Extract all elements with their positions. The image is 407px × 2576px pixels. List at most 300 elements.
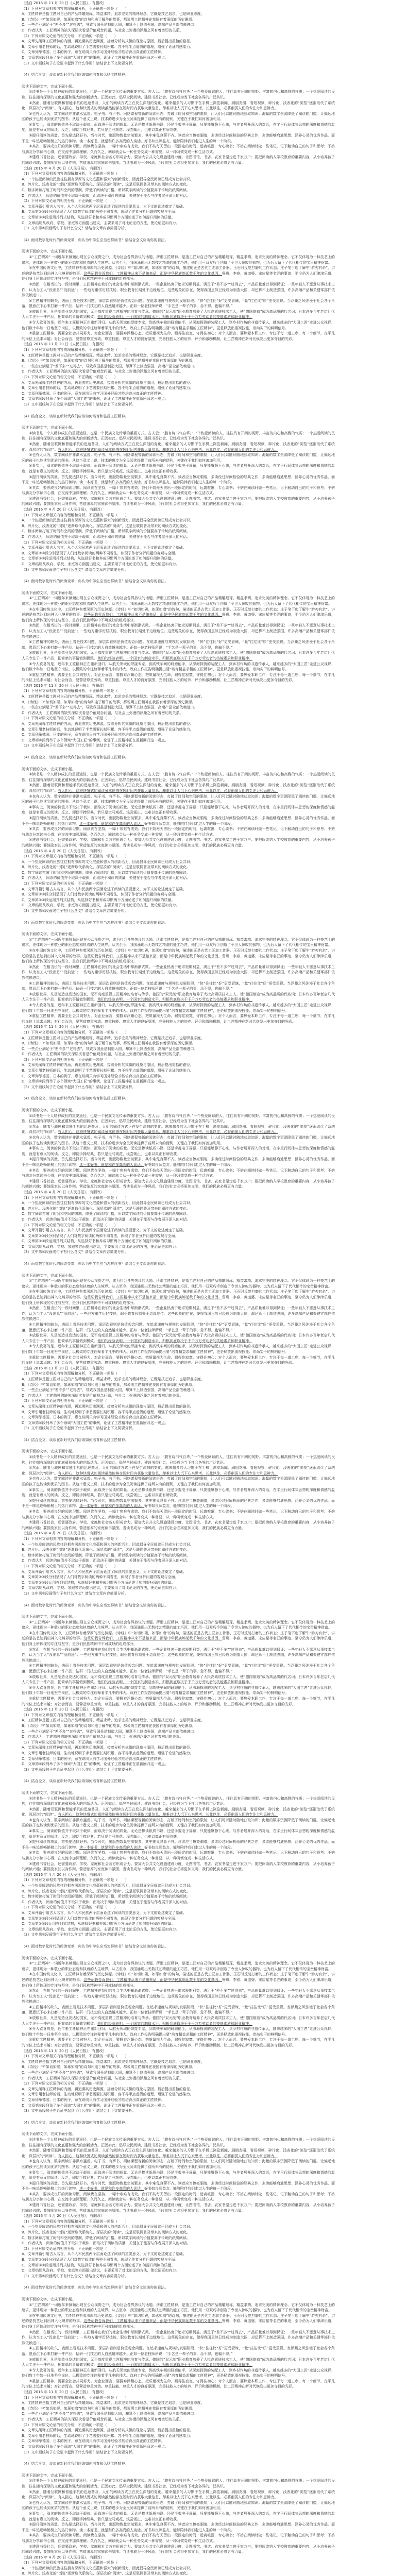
question-option: D．作者认为，阅读的价值并不取决于载体，而取决于阅读的质量，关键在于能否与作者展开深入的对话。 bbox=[22, 876, 191, 880]
question-stem: （2）下列对原文论证的相关分析，不正确的一项是（ ） bbox=[22, 1564, 118, 1568]
passage-paragraph: ④工匠精神的缺失，表面上看是技术问题，深层次看则是价值观念问题。在追求速度与规模的发展阶段，“快”往往比“好”更受青睐，“量”往往比“质”更受重视。当浮躁之风弥漫于社会各个角落，愿意沉下心来打磨一件产品、钻研一门技艺的人自然越来越少。正如一位老技师所说：“手艺是一辈子的事，急不得，也骗不得。” bbox=[22, 2346, 335, 2356]
passage-paragraph: ①“工匠精神”一词近年来频频出现在公众视野之中，成为社会各界热议的话题。所谓工匠精神，是指工匠对自己的产品精雕细琢、精益求精、追求完美的精神理念。它不仅体现为一种技艺上的追求，更体现为一种敬业的职业态度和执着的人生境界。从古至今，我国涌现出无数技艺精湛的能工巧匠，他们用一双双巧手创造了令世人惊叹的器物，也为后人留下了代代相传的宝贵精神财富。 bbox=[22, 596, 335, 606]
paragraph-text: 鲁班、李春、黄道婆、宋应星等名匠的事迹，至今仍为人们津津乐道，他们身上所体现的专注与坚守，是我们民族精神中不可或缺的组成部分。 bbox=[22, 954, 335, 964]
source-note: （选自 2016 年 11 月 20 日《人民日报》，有删改） bbox=[22, 1, 107, 5]
underlined-sentence: 读一本好书，就是和许多高尚的人谈话。 bbox=[79, 1845, 144, 1850]
question-option: D．作者认为，工匠精神的缺失深层次看是价值观念问题，与社会上弥漫的浮躁之风有着密切的关系。 bbox=[22, 2076, 183, 2080]
reading-instruction: 阅读下面的文字，完成下面小题。 bbox=[22, 1449, 76, 1454]
question-stem: （1）下列对文章相关内容的理解和分析，不正确的一项是（ ） bbox=[22, 513, 129, 517]
paragraph-text: ⑤放眼世界，凡是制造业发达的国家，无不高度重视工匠精神的培育与传承。德国的“双元制”职业教育培养了大批高素质技术工人，使“德国制造”成为高品质的代名词；日本许多百年老店几代人只专注于一件产品，把简单的事情做到极致。 bbox=[22, 651, 335, 660]
passage-paragraph: ①“工匠精神”一词近年来频频出现在公众视野之中，成为社会各界热议的话题。所谓工匠精神，是指工匠对自己的产品精雕细琢、精益求精、追求完美的精神理念。它不仅体现为一种技艺上的追求，更体现为一种敬业的职业态度和执着的人生境界。从古至今，我国涌现出无数技艺精湛的能工巧匠，他们用一双双巧手创造了令世人惊叹的器物，也为后人留下了代代相传的宝贵精神财富。 bbox=[22, 1961, 335, 1971]
question-option: D．作者认为，阅读的价值并不取决于载体，而取决于阅读的质量，关键在于能否与作者展开深入的对话。 bbox=[22, 535, 191, 539]
passage-paragraph: ③也有人认为，数字阅读并非洪水猛兽。电子书、有声书、网络课程等新的阅读形态，打破了时间和空间的限制，让人们可以随时随地获取知识；海量的数字资源降低了阅读的门槛，让偏远地区的孩子也能读到优质的图书。从这个意义上说，技术的进步为全民阅读提供了前所未有的便利，关键在于我们如何善加利用。 bbox=[22, 111, 335, 122]
reading-instruction: 阅读下面的文字，完成下面小题。 bbox=[22, 249, 76, 254]
passage-paragraph bbox=[22, 1972, 335, 1988]
question-stem: （4）面对数字化时代的阅读变革，你认为中学生应当怎样读书？请结合全文谈谈你的看法。 bbox=[22, 1603, 168, 1607]
passage-paragraph bbox=[22, 2357, 335, 2368]
question-option: B．碎片化、浅表化的“浏览”逐渐取代系统化、深层次的“阅读”，这是互联网普及带来的阅读方式的变化。 bbox=[22, 2230, 191, 2235]
question-option: A．一个热爱阅读的民族往往拥有深厚的文化底蕴和强大的创新活力，因此倡导全民阅读已经成为社会共识。 bbox=[22, 1884, 194, 1888]
underlined-sentence: 这些记载告诉我们，工匠精神从来不是舶来品，而是中华民族绵延数千年的文化基因。 bbox=[83, 1636, 222, 1641]
question-option: A．工匠精神是指工匠对自己的产品精雕细琢、精益求精、追求完美的精神理念，它既是技艺追求，也是职业态度。 bbox=[22, 1036, 205, 1040]
passage-paragraph bbox=[22, 474, 335, 485]
passage-paragraph: ③也有人认为，数字阅读并非洪水猛兽。电子书、有声书、网络课程等新的阅读形态，打破了时间和空间的限制，让人们可以随时随地获取知识；海量的数字资源降低了阅读的门槛，让偏远地区的孩子也能读到优质的图书。从这个意义上说，技术的进步为全民阅读提供了前所未有的便利，关键在于我们如何善加利用。 bbox=[22, 1477, 335, 1487]
question-option: B．《诗经》中“如切如磋，如琢如磨”的诗句和庖丁解牛的故事，都说明工匠精神在我国有着深厚的历史渊源。 bbox=[22, 1382, 196, 1387]
question-option: C．一些企业满足于“差不多”“过得去”，导致我国虽是制造大国，却算不上制造强国，高端产品全部依赖进口。 bbox=[22, 705, 198, 710]
paragraph-text: ⑤放眼世界，凡是制造业发达的国家，无不高度重视工匠精神的培育与传承。德国的“双元制”职业教育培养了大批高素质技术工人，使“德国制造”成为高品质的代名词；日本许多百年老店几代人只专注于一件产品，把简单的事情做到极致。 bbox=[22, 1333, 335, 1343]
question-stem: （3）文中第⑤段画线句子有什么含义？请结合文章内容简要分析。 bbox=[22, 2274, 128, 2278]
question-option: B．文章引用老技师的话，生动地说明了手艺需要长期积累、容不得半点虚假的道理，增强了论证的感染力。 bbox=[22, 1751, 194, 1755]
question-option: D．作者认为，工匠精神的缺失深层次看是价值观念问题，与社会上弥漫的浮躁之风有着密切的关系。 bbox=[22, 2417, 183, 2422]
passage-paragraph bbox=[22, 100, 335, 111]
question-option: B．碎片化、浅表化的“浏览”逐渐取代系统化、深层次的“阅读”，这是互联网普及带来的阅读方式的变化。 bbox=[22, 2571, 191, 2576]
source-note: （选自 2016 年 11 月 20 日《人民日报》，有删改） bbox=[22, 1025, 107, 1029]
source-note: （选自 2016 年 4 月 20 日《人民日报》，有删改） bbox=[22, 2555, 105, 2560]
question-option: C．一些企业满足于“差不多”“过得去”，导致我国虽是制造大国，却算不上制造强国，高端产品全部依赖进口。 bbox=[22, 23, 198, 27]
question-option: C．文章第⑤⑥段运用并列式结构，从选择好书和养成习惯两个方面论述了如何提升阅读的质量。 bbox=[22, 556, 175, 561]
question-option: D．文章第⑥段列举了多个领域“大国工匠”的事例，论证了工匠精神正在重新回归这一观点。 bbox=[22, 2103, 168, 2108]
underlined-sentence: 这些记载告诉我们，工匠精神从来不是舶来品，而是中华民族绵延数千年的文化基因。 bbox=[83, 954, 222, 958]
passage-paragraph: ⑦重拾工匠精神，需要全社会共同努力。对企业而言，要摒弃浮躁心态，把质量视为生命，耐得住寂寞，守得住初心；对个人而言，要热爱本职工作，专注于每一道工序、每一个细节，在平凡的岗位上追求卓越；对社会而言，要营造尊重劳动、尊重技能、尊重人才的良好氛围，完善技能人才的培养、评价和激励机制，让工匠精神在新时代焕发出更加夺目的光彩。 bbox=[22, 1014, 335, 1024]
question-option: C．文章列举德国、日本的例子，意在说明只有学习国外经验才能培育出真正的工匠精神。 bbox=[22, 391, 165, 396]
underlined-sentence: 读一本好书，就是和许多高尚的人谈话。 bbox=[79, 821, 144, 826]
question-option: A．文章先阐释工匠精神的内涵，再追溯其历史渊源，接着分析其式微的现象与原因，最后提出重拾的路径。 bbox=[22, 1063, 194, 1067]
question-stem: （1）下列对文章相关内容的理解和分析，不正确的一项是（ ） bbox=[22, 689, 129, 693]
question-option: A．文章开篇引用古人名言，从个人和民族两个层面论述了阅读的重要意义，为下文的论述奠定了基础。 bbox=[22, 887, 186, 891]
question-option: D．作者认为，工匠精神的缺失深层次看是价值观念问题，与社会上弥漫的浮躁之风有着密切的关系。 bbox=[22, 1735, 183, 1739]
paragraph-text: ②然而，随着互联网和智能手机的迅速普及，人们的阅读方式正在发生深刻的变化。越来越多的人习惯于在手机上浏览新闻、刷朋友圈、看短视频，碎片化、浅表化的“浏览”逐渐取代了系统化、深层次的“阅读”。 bbox=[22, 1466, 335, 1476]
exam-document bbox=[22, 0, 335, 2576]
reading-instruction: 阅读下面的文字，完成下面小题。 bbox=[22, 1615, 76, 1619]
source-note: （选自 2016 年 4 月 20 日《人民日报》，有删改） bbox=[22, 849, 105, 853]
question-option: A．文章先阐释工匠精神的内涵，再追溯其历史渊源，接着分析其式微的现象与原因，最后提出重拾的路径。 bbox=[22, 380, 194, 385]
question-stem: （4）结合全文，谈谈在新时代我们应该如何培育和弘扬工匠精神。 bbox=[22, 73, 129, 77]
question-stem: （4）面对数字化时代的阅读变革，你认为中学生应当怎样读书？请结合全文谈谈你的看法。 bbox=[22, 920, 168, 925]
question-option: C．文章第⑤⑥段运用并列式结构，从选择好书和养成习惯两个方面论述了如何提升阅读的质量。 bbox=[22, 1580, 175, 1585]
passage-paragraph: ①读书是一个人精神成长的重要途径，也是一个民族文化传承的重要方式。古人云：“腹有诗书气自华。”一个热爱阅读的人，往往具有开阔的视野、丰富的内心和高雅的气质；一个热爱阅读的民族，往往拥有深厚的文化底蕴和强大的创新活力。正因如此，倡导全民阅读、建设书香社会，已经成为当下社会各界的广泛共识。 bbox=[22, 2137, 335, 2147]
question-option: D．作者认为，工匠精神的缺失深层次看是价值观念问题，与社会上弥漫的浮躁之风有着密切的关系。 bbox=[22, 369, 183, 374]
underlined-sentence: 这些记载告诉我们，工匠精神从来不是舶来品，而是中华民族绵延数千年的文化基因。 bbox=[83, 2319, 222, 2324]
passage-paragraph: ⑦建设书香社会，还需要政府、学校、家庭和社会各方形成合力。要加大公共文化设施建设力度，让图书馆、书店、农家书屋走进千家万户；要把阅读纳入学校教育的重要内容，从小培养孩子的阅读兴趣；要鼓励家长以身作则，营造浓厚的家庭读书氛围。当读书成为一种风尚，我们的社会必将更加文明，我们的民族必将更有力量。 bbox=[22, 496, 335, 506]
passage-paragraph: ⑥令人欣喜的是，近年来工匠精神正在重新回归。从航天领域的焊接专家，到高铁车间的研磨能手，从深海探测的装配工人，到乡村作坊的非遗传承人，越来越多的“大国工匠”走进公众视野，他们数十年如一日地坚守岗位，以极致的专注诠释着平凡中的伟大。政府工作报告明确提出要“培育精益求精的工匠精神”，更是释放出重视技能、崇尚实干的鲜明信号。 bbox=[22, 662, 335, 672]
question-stem: （4）面对数字化时代的阅读变革，你认为中学生应当怎样读书？请结合全文谈谈你的看法。 bbox=[22, 579, 168, 584]
paragraph-text: ②在中国传统文化中，工匠精神有着深厚的历史渊源。《诗经》中“如切如磋，如琢如磨”的诗句，描述的正是古代工匠加工骨器、玉石时反复打磨的工作状态；庄子笔下庖丁解牛“游刃有余”，讲述的是技艺达到出神入化境界的故事。 bbox=[22, 266, 335, 276]
question-stem: （2）下列对原文论证的相关分析，不正确的一项是（ ） bbox=[22, 375, 118, 379]
question-option: B．《诗经》中“如切如磋，如琢如磨”的诗句和庖丁解牛的故事，都说明工匠精神在我国有着深厚的历史渊源。 bbox=[22, 1041, 196, 1046]
question-stem: （4）结合全文，谈谈在新时代我们应该如何培育和弘扬工匠精神。 bbox=[22, 2120, 129, 2125]
passage-paragraph: ④工匠精神的缺失，表面上看是技术问题，深层次看则是价值观念问题。在追求速度与规模的发展阶段，“快”往往比“好”更受青睐，“量”往往比“质”更受重视。当浮躁之风弥漫于社会各个角落，愿意沉下心来打磨一件产品、钻研一门技艺的人自然越来越少。正如一位老技师所说：“手艺是一辈子的事，急不得，也骗不得。” bbox=[22, 640, 335, 650]
source-note: （选自 2016 年 4 月 20 日《人民日报》，有删改） bbox=[22, 1531, 105, 1536]
passage-paragraph: ⑥其次，要养成良好的阅读习惯。阅读贵在坚持，一曝十寒难有成效。我们不妨每天留出一段固定的时间，远离喧嚣，专心读书；不妨在阅读时做一些笔记，记下触动自己的句子和思考；不妨与朋友分享读书心得，在交流中加深理解。久而久之，阅读就会从一种任务变成一种需要，从一种习惯变成一种生活方式。 bbox=[22, 827, 335, 837]
question-stem: （1）下列对文章相关内容的理解和分析，不正确的一项是（ ） bbox=[22, 1195, 129, 1200]
question-option: C．一些企业满足于“差不多”“过得去”，导致我国虽是制造大国，却算不上制造强国，高端产品全部依赖进口。 bbox=[22, 1388, 198, 1393]
question-option: C．文章列举德国、日本的例子，意在说明只有学习国外经验才能培育出真正的工匠精神。 bbox=[22, 1756, 165, 1761]
passage-paragraph: ①读书是一个人精神成长的重要途径，也是一个民族文化传承的重要方式。古人云：“腹有诗书气自华。”一个热爱阅读的人，往往具有开阔的视野、丰富的内心和高雅的气质；一个热爱阅读的民族，往往拥有深厚的文化底蕴和强大的创新活力。正因如此，倡导全民阅读、建设书香社会，已经成为当下社会各界的广泛共识。 bbox=[22, 1455, 335, 1465]
question-option: D．作者认为，工匠精神的缺失深层次看是价值观念问题，与社会上弥漫的浮躁之风有着密切的关系。 bbox=[22, 28, 183, 32]
source-note: （选自 2016 年 11 月 20 日《人民日报》，有删改） bbox=[22, 1366, 107, 1370]
question-option: A．文章先阐释工匠精神的内涵，再追溯其历史渊源，接着分析其式微的现象与原因，最后提出重拾的路径。 bbox=[22, 2087, 194, 2091]
source-note: （选自 2016 年 4 月 20 日《人民日报》，有删改） bbox=[22, 507, 105, 512]
question-option: C．文章列举德国、日本的例子，意在说明只有学习国外经验才能培育出真正的工匠精神。 bbox=[22, 2439, 165, 2444]
question-option: D．文章结尾从政府、学校、家庭等方面提出建议，主要采用了对比论证的方法，使论证更加有力。 bbox=[22, 1927, 180, 1931]
paragraph-text: ⑤放眼世界，凡是制造业发达的国家，无不高度重视工匠精神的培育与传承。德国的“双元制”职业教育培养了大批高素质技术工人，使“德国制造”成为高品质的代名词；日本许多百年老店几代人只专注于一件产品，把简单的事情做到极致。 bbox=[22, 2016, 335, 2026]
answer-space bbox=[22, 1090, 335, 1096]
question-option: D．作者认为，阅读的价值并不取决于载体，而取决于阅读的质量，关键在于能否与作者展开深入的对话。 bbox=[22, 193, 191, 198]
question-stem: （2）下列对原文论证的相关分析，不正确的一项是（ ） bbox=[22, 882, 118, 886]
passage-paragraph bbox=[22, 948, 335, 964]
question-option: B．文章引用老技师的话，生动地说明了手艺需要长期积累、容不得半点虚假的道理，增强了论证的感染力。 bbox=[22, 2433, 194, 2438]
underlined-sentence: 这些记载告诉我们，工匠精神从来不是舶来品，而是中华民族绵延数千年的文化基因。 bbox=[83, 1295, 222, 1300]
question-option: B．文章引用老技师的话，生动地说明了手艺需要长期积累、容不得半点虚假的道理，增强了论证的感染力。 bbox=[22, 386, 194, 391]
underlined-sentence: 他们的经验表明，一个国家的制造水平，归根到底取决于千千万万劳动者的技能素质和职业精神。 bbox=[97, 656, 252, 660]
underlined-sentence: 有人担心，这种快餐式的阅读虽然能够在短时间内获取大量信息，却难以让人沉下心来思考，长此以往，必将削弱人们的专注力和思辨力。 bbox=[58, 1471, 278, 1476]
question-option: B．文章引用老技师的话，生动地说明了手艺需要长期积累、容不得半点虚假的道理，增强了论证的感染力。 bbox=[22, 44, 194, 49]
passage-paragraph bbox=[22, 2015, 335, 2026]
question-option: B．文章第②③段分别呈现了人们对数字阅读的两种不同看法，体现了作者分析问题的客观与全面。 bbox=[22, 1575, 179, 1580]
passage-paragraph bbox=[22, 265, 335, 282]
question-option: C．文章第⑤⑥段运用并列式结构，从选择好书和养成习惯两个方面论述了如何提升阅读的质量。 bbox=[22, 1239, 175, 1244]
question-option: D．文章结尾从政府、学校、家庭等方面提出建议，主要采用了对比论证的方法，使论证更加有力。 bbox=[22, 221, 180, 225]
question-option: D．作者认为，工匠精神的缺失深层次看是价值观念问题，与社会上弥漫的浮躁之风有着密切的关系。 bbox=[22, 710, 183, 715]
question-stem: （3）文中第⑤段画线句子有什么含义？请结合文章内容简要分析。 bbox=[22, 1591, 128, 1596]
question-option: A．文章开篇引用古人名言，从个人和民族两个层面论述了阅读的重要意义，为下文的论述奠定了基础。 bbox=[22, 1228, 186, 1233]
underlined-sentence: 读一本好书，就是和许多高尚的人谈话。 bbox=[79, 2187, 144, 2191]
question-option: A．文章先阐释工匠精神的内涵，再追溯其历史渊源，接着分析其式微的现象与原因，最后提出重拾的路径。 bbox=[22, 2428, 194, 2433]
answer-space bbox=[22, 2279, 335, 2285]
question-stem: （2）下列对原文论证的相关分析，不正确的一项是（ ） bbox=[22, 540, 118, 545]
question-option: B．文章引用老技师的话，生动地说明了手艺需要长期积累、容不得半点虚假的道理，增强了论证的感染力。 bbox=[22, 1410, 194, 1414]
question-option: D．文章第⑥段列举了多个领域“大国工匠”的事例，论证了工匠精神正在重新回归这一观点。 bbox=[22, 1762, 168, 1767]
passage-paragraph: ④工匠精神的缺失，表面上看是技术问题，深层次看则是价值观念问题。在追求速度与规模的发展阶段，“快”往往比“好”更受青睐，“量”往往比“质”更受重视。当浮躁之风弥漫于社会各个角落，愿意沉下心来打磨一件产品、钻研一门技艺的人自然越来越少。正如一位老技师所说：“手艺是一辈子的事，急不得，也骗不得。” bbox=[22, 981, 335, 991]
answer-space bbox=[22, 2125, 335, 2131]
underlined-sentence: 这些记载告诉我们，工匠精神从来不是舶来品，而是中华民族绵延数千年的文化基因。 bbox=[83, 271, 222, 276]
passage-paragraph: ⑥其次，要养成良好的阅读习惯。阅读贵在坚持，一曝十寒难有成效。我们不妨每天留出一段固定的时间，远离喧嚣，专心读书；不妨在阅读时做一些笔记，记下触动自己的句子和思考；不妨与朋友分享读书心得，在交流中加深理解。久而久之，阅读就会从一种任务变成一种需要，从一种习惯变成一种生活方式。 bbox=[22, 485, 335, 496]
question-stem: （4）面对数字化时代的阅读变革，你认为中学生应当怎样读书？请结合全文谈谈你的看法。 bbox=[22, 238, 168, 242]
passage-paragraph bbox=[22, 1333, 335, 1344]
question-option: A．一个热爱阅读的民族往往拥有深厚的文化底蕴和强大的创新活力，因此倡导全民阅读已经成为社会共识。 bbox=[22, 518, 194, 523]
passage-paragraph: ⑦建设书香社会，还需要政府、学校、家庭和社会各方形成合力。要加大公共文化设施建设力度，让图书馆、书店、农家书屋走进千家万户；要把阅读纳入学校教育的重要内容，从小培养孩子的阅读兴趣；要鼓励家长以身作则，营造浓厚的家庭读书氛围。当读书成为一种风尚，我们的社会必将更加文明，我们的民族必将更有力量。 bbox=[22, 155, 335, 165]
question-option: A．文章开篇引用古人名言，从个人和民族两个层面论述了阅读的重要意义，为下文的论述奠定了基础。 bbox=[22, 204, 186, 209]
question-option: B．碎片化、浅表化的“浏览”逐渐取代系统化、深层次的“阅读”，这是互联网普及带来的阅读方式的变化。 bbox=[22, 1889, 191, 1893]
reading-instruction: 阅读下面的文字，完成下面小题。 bbox=[22, 932, 76, 937]
underlined-sentence: 这些记载告诉我们，工匠精神从来不是舶来品，而是中华民族绵延数千年的文化基因。 bbox=[83, 1977, 222, 1982]
underlined-sentence: 读一本好书，就是和许多高尚的人谈话。 bbox=[79, 1162, 144, 1167]
passage-paragraph: ④工匠精神的缺失，表面上看是技术问题，深层次看则是价值观念问题。在追求速度与规模的发展阶段，“快”往往比“好”更受青睐，“量”往往比“质”更受重视。当浮躁之风弥漫于社会各个角落，愿意沉下心来打磨一件产品、钻研一门技艺的人自然越来越少。正如一位老技师所说：“手艺是一辈子的事，急不得，也骗不得。” bbox=[22, 2005, 335, 2015]
answer-space bbox=[22, 419, 335, 425]
passage-paragraph bbox=[22, 1465, 335, 1476]
question-option: C．文章列举德国、日本的例子，意在说明只有学习国外经验才能培育出真正的工匠精神。 bbox=[22, 2097, 165, 2102]
passage-paragraph: ④事实上，阅读的价值并不取决于载体，而取决于阅读的质量。无论是捧读纸质书籍，还是手握电子屏幕，只要能够静下心来，与作者展开深入的对话，在字里行间体味思想的深度和情感的温度，就是有意义的阅读。反之，即便手捧经典，若只是走马观花、浅尝辄止，也难以真正有所收获。 bbox=[22, 122, 335, 132]
question-option: B．《诗经》中“如切如磋，如琢如磨”的诗句和庖丁解牛的故事，都说明工匠精神在我国有着深厚的历史渊源。 bbox=[22, 1723, 196, 1728]
paragraph-text: 好书如良师益友，能够陪伴我们走过人生的每一个阶段。 bbox=[144, 2528, 234, 2532]
reading-instruction: 阅读下面的文字，完成下面小题。 bbox=[22, 84, 76, 89]
question-stem: （2）下列对原文论证的相关分析，不正确的一项是（ ） bbox=[22, 1905, 118, 1910]
passage-paragraph bbox=[22, 1498, 335, 1509]
question-option: B．碎片化、浅表化的“浏览”逐渐取代系统化、深层次的“阅读”，这是互联网普及带来的阅读方式的变化。 bbox=[22, 1206, 191, 1211]
question-option: C．数字阅读打破了时间和空间的限制，降低了阅读的门槛，所以数字阅读的价值要高于传统的纸质阅读。 bbox=[22, 188, 190, 192]
paragraph-text: ②然而，随着互联网和智能手机的迅速普及，人们的阅读方式正在发生深刻的变化。越来越多的人习惯于在手机上浏览新闻、刷朋友圈、看短视频，碎片化、浅表化的“浏览”逐渐取代了系统化、深层次的“阅读”。 bbox=[22, 1124, 335, 1134]
passage-paragraph: ①读书是一个人精神成长的重要途径，也是一个民族文化传承的重要方式。古人云：“腹有诗书气自华。”一个热爱阅读的人，往往具有开阔的视野、丰富的内心和高雅的气质；一个热爱阅读的民族，往往拥有深厚的文化底蕴和强大的创新活力。正因如此，倡导全民阅读、建设书香社会，已经成为当下社会各界的广泛共识。 bbox=[22, 1113, 335, 1124]
underlined-sentence: 有人担心，这种快餐式的阅读虽然能够在短时间内获取大量信息，却难以让人沉下心来思考，长此以往，必将削弱人们的专注力和思辨力。 bbox=[58, 106, 278, 111]
question-stem: （2）下列对原文论证的相关分析，不正确的一项是（ ） bbox=[22, 2422, 118, 2427]
question-stem: （4）结合全文，谈谈在新时代我们应该如何培育和弘扬工匠精神。 bbox=[22, 755, 129, 759]
passage-paragraph: ③然而，在相当长的一段时间里，工匠精神在我们的社会生活中却渐渐式微。一些企业热衷于追求短期利益，满足于“差不多”“过得去”，产品质量难以得到保证；一些年轻人不愿意从事技术工作，认为当工人“没出息”“没前途”；一些地方重学历轻技能，职业教育长期处于边缘地位。这些现象的存在，使得我国虽然已经成为制造大国，却还算不上制造强国，许多高端产品和关键零部件依然依赖进口。 bbox=[22, 1306, 335, 1321]
underlined-sentence: 他们的经验表明，一个国家的制造水平，归根到底取决于千千万万劳动者的技能素质和职业精神。 bbox=[97, 2363, 252, 2367]
paragraph-text: 鲁班、李春、黄道婆、宋应星等名匠的事迹，至今仍为人们津津乐道，他们身上所体现的专注与坚守，是我们民族精神中不可或缺的组成部分。 bbox=[22, 613, 335, 622]
reading-instruction: 阅读下面的文字，完成下面小题。 bbox=[22, 1956, 76, 1960]
passage-paragraph: ③也有人认为，数字阅读并非洪水猛兽。电子书、有声书、网络课程等新的阅读形态，打破了时间和空间的限制，让人们可以随时随地获取知识；海量的数字资源降低了阅读的门槛，让偏远地区的孩子也能读到优质的图书。从这个意义上说，技术的进步为全民阅读提供了前所未有的便利，关键在于我们如何善加利用。 bbox=[22, 2500, 335, 2511]
paragraph-text: ⑤提升阅读的质量，首先要选择好书。当今时代，出版物数量空前繁多，其中难免良莠不齐。读者应当擦亮眼睛，多读经过时间检验的经典之作，多读能够启迪思想、涵养心灵的优秀作品，而不是一味追逐畅销榜上的热门读物。 bbox=[22, 133, 335, 143]
source-note: （选自 2016 年 4 月 20 日《人民日报》，有删改） bbox=[22, 1872, 105, 1877]
underlined-sentence: 他们的经验表明，一个国家的制造水平，归根到底取决于千千万万劳动者的技能素质和职业精神。 bbox=[97, 997, 252, 1002]
underlined-sentence: 他们的经验表明，一个国家的制造水平，归根到底取决于千千万万劳动者的技能素质和职业精神。 bbox=[97, 1338, 252, 1343]
answer-space bbox=[22, 1938, 335, 1944]
question-option: D．作者认为，阅读的价值并不取决于载体，而取决于阅读的质量，关键在于能否与作者展开深入的对话。 bbox=[22, 1217, 191, 1222]
question-option: B．文章第②③段分别呈现了人们对数字阅读的两种不同看法，体现了作者分析问题的客观与全面。 bbox=[22, 210, 179, 214]
question-stem: （3）文中画线句子在论证中起到了什么作用？请结合上下文简要分析。 bbox=[22, 1426, 136, 1431]
question-stem: （3）文中画线句子在论证中起到了什么作用？请结合上下文简要分析。 bbox=[22, 743, 136, 748]
passage-paragraph: ④事实上，阅读的价值并不取决于载体，而取决于阅读的质量。无论是捧读纸质书籍，还是手握电子屏幕，只要能够静下心来，与作者展开深入的对话，在字里行间体味思想的深度和情感的温度，就是有意义的阅读。反之，即便手捧经典，若只是走马观花、浅尝辄止，也难以真正有所收获。 bbox=[22, 1487, 335, 1498]
passage-paragraph: ⑦建设书香社会，还需要政府、学校、家庭和社会各方形成合力。要加大公共文化设施建设力度，让图书馆、书店、农家书屋走进千家万户；要把阅读纳入学校教育的重要内容，从小培养孩子的阅读兴趣；要鼓励家长以身作则，营造浓厚的家庭读书氛围。当读书成为一种风尚，我们的社会必将更加文明，我们的民族必将更有力量。 bbox=[22, 2203, 335, 2213]
passage-paragraph: ③然而，在相当长的一段时间里，工匠精神在我们的社会生活中却渐渐式微。一些企业热衷于追求短期利益，满足于“差不多”“过得去”，产品质量难以得到保证；一些年轻人不愿意从事技术工作，认为当工人“没出息”“没前途”；一些地方重学历轻技能，职业教育长期处于边缘地位。这些现象的存在，使得我国虽然已经成为制造大国，却还算不上制造强国，许多高端产品和关键零部件依然依赖进口。 bbox=[22, 623, 335, 639]
underlined-sentence: 有人担心，这种快餐式的阅读虽然能够在短时间内获取大量信息，却难以让人沉下心来思考，长此以往，必将削弱人们的专注力和思辨力。 bbox=[58, 788, 278, 793]
question-option: A．文章先阐释工匠精神的内涵，再追溯其历史渊源，接着分析其式微的现象与原因，最后提出重拾的路径。 bbox=[22, 1745, 194, 1750]
passage-paragraph: ④工匠精神的缺失，表面上看是技术问题，深层次看则是价值观念问题。在追求速度与规模的发展阶段，“快”往往比“好”更受青睐，“量”往往比“质”更受重视。当浮躁之风弥漫于社会各个角落，愿意沉下心来打磨一件产品、钻研一门技艺的人自然越来越少。正如一位老技师所说：“手艺是一辈子的事，急不得，也骗不得。” bbox=[22, 1323, 335, 1332]
passage-paragraph: ⑦重拾工匠精神，需要全社会共同努力。对企业而言，要摒弃浮躁心态，把质量视为生命，耐得住寂寞，守得住初心；对个人而言，要热爱本职工作，专注于每一道工序、每一个细节，在平凡的岗位上追求卓越；对社会而言，要营造尊重劳动、尊重技能、尊重人才的良好氛围，完善技能人才的培养、评价和激励机制，让工匠精神在新时代焕发出更加夺目的光彩。 bbox=[22, 331, 335, 341]
paragraph-text: 鲁班、李春、黄道婆、宋应星等名匠的事迹，至今仍为人们津津乐道，他们身上所体现的专注与坚守，是我们民族精神中不可或缺的组成部分。 bbox=[22, 1295, 335, 1305]
question-stem: （2）下列对原文论证的相关分析，不正确的一项是（ ） bbox=[22, 1223, 118, 1227]
passage-paragraph: ①读书是一个人精神成长的重要途径，也是一个民族文化传承的重要方式。古人云：“腹有诗书气自华。”一个热爱阅读的人，往往具有开阔的视野、丰富的内心和高雅的气质；一个热爱阅读的民族，往往拥有深厚的文化底蕴和强大的创新活力。正因如此，倡导全民阅读、建设书香社会，已经成为当下社会各界的广泛共识。 bbox=[22, 90, 335, 99]
passage-paragraph: ③也有人认为，数字阅读并非洪水猛兽。电子书、有声书、网络课程等新的阅读形态，打破了时间和空间的限制，让人们可以随时随地获取知识；海量的数字资源降低了阅读的门槛，让偏远地区的孩子也能读到优质的图书。从这个意义上说，技术的进步为全民阅读提供了前所未有的便利，关键在于我们如何善加利用。 bbox=[22, 1818, 335, 1828]
passage-paragraph: ⑦重拾工匠精神，需要全社会共同努力。对企业而言，要摒弃浮躁心态，把质量视为生命，耐得住寂寞，守得住初心；对个人而言，要热爱本职工作，专注于每一道工序、每一个细节，在平凡的岗位上追求卓越；对社会而言，要营造尊重劳动、尊重技能、尊重人才的良好氛围，完善技能人才的培养、评价和激励机制，让工匠精神在新时代焕发出更加夺目的光彩。 bbox=[22, 1355, 335, 1365]
question-option: A．文章开篇引用古人名言，从个人和民族两个层面论述了阅读的重要意义，为下文的论述奠定了基础。 bbox=[22, 546, 186, 550]
question-stem: （1）下列对文章相关内容的理解和分析，不正确的一项是（ ） bbox=[22, 1536, 129, 1541]
question-option: A．文章先阐释工匠精神的内涵，再追溯其历史渊源，接着分析其式微的现象与原因，最后提出重拾的路径。 bbox=[22, 1404, 194, 1409]
answer-space bbox=[22, 1784, 335, 1790]
passage-paragraph: ①读书是一个人精神成长的重要途径，也是一个民族文化传承的重要方式。古人云：“腹有诗书气自华。”一个热爱阅读的人，往往具有开阔的视野、丰富的内心和高雅的气质；一个热爱阅读的民族，往往拥有深厚的文化底蕴和强大的创新活力。正因如此，倡导全民阅读、建设书香社会，已经成为当下社会各界的广泛共识。 bbox=[22, 431, 335, 441]
passage-paragraph: ⑥其次，要养成良好的阅读习惯。阅读贵在坚持，一曝十寒难有成效。我们不妨每天留出一段固定的时间，远离喧嚣，专心读书；不妨在阅读时做一些笔记，记下触动自己的句子和思考；不妨与朋友分享读书心得，在交流中加深理解。久而久之，阅读就会从一种任务变成一种需要，从一种习惯变成一种生活方式。 bbox=[22, 144, 335, 154]
passage-paragraph: ①读书是一个人精神成长的重要途径，也是一个民族文化传承的重要方式。古人云：“腹有诗书气自华。”一个热爱阅读的人，往往具有开阔的视野、丰富的内心和高雅的气质；一个热爱阅读的民族，往往拥有深厚的文化底蕴和强大的创新活力。正因如此，倡导全民阅读、建设书香社会，已经成为当下社会各界的广泛共识。 bbox=[22, 1796, 335, 1806]
reading-instruction: 阅读下面的文字，完成下面小题。 bbox=[22, 2297, 76, 2301]
question-stem: （1）下列对文章相关内容的理解和分析，不正确的一项是（ ） bbox=[22, 348, 129, 352]
passage-paragraph: ⑥其次，要养成良好的阅读习惯。阅读贵在坚持，一曝十寒难有成效。我们不妨每天留出一段固定的时间，远离喧嚣，专心读书；不妨在阅读时做一些笔记，记下触动自己的句子和思考；不妨与朋友分享读书心得，在交流中加深理解。久而久之，阅读就会从一种任务变成一种需要，从一种习惯变成一种生活方式。 bbox=[22, 1168, 335, 1178]
underlined-sentence: 有人担心，这种快餐式的阅读虽然能够在短时间内获取大量信息，却难以让人沉下心来思考，长此以往，必将削弱人们的专注力和思辨力。 bbox=[58, 2495, 278, 2500]
passage-paragraph: ⑦重拾工匠精神，需要全社会共同努力。对企业而言，要摒弃浮躁心态，把质量视为生命，耐得住寂寞，守得住初心；对个人而言，要热爱本职工作，专注于每一道工序、每一个细节，在平凡的岗位上追求卓越；对社会而言，要营造尊重劳动、尊重技能、尊重人才的良好氛围，完善技能人才的培养、评价和激励机制，让工匠精神在新时代焕发出更加夺目的光彩。 bbox=[22, 672, 335, 683]
question-stem: （2）下列对原文论证的相关分析，不正确的一项是（ ） bbox=[22, 1399, 118, 1403]
paragraph-text: ②然而，随着互联网和智能手机的迅速普及，人们的阅读方式正在发生深刻的变化。越来越多的人习惯于在手机上浏览新闻、刷朋友圈、看短视频，碎片化、浅表化的“浏览”逐渐取代了系统化、深层次的“阅读”。 bbox=[22, 783, 335, 793]
question-option: B．《诗经》中“如切如磋，如琢如磨”的诗句和庖丁解牛的故事，都说明工匠精神在我国有着深厚的历史渊源。 bbox=[22, 2065, 196, 2070]
passage-paragraph bbox=[22, 309, 335, 320]
question-option: B．《诗经》中“如切如磋，如琢如磨”的诗句和庖丁解牛的故事，都说明工匠精神在我国有着深厚的历史渊源。 bbox=[22, 2406, 196, 2411]
passage-paragraph: ③然而，在相当长的一段时间里，工匠精神在我们的社会生活中却渐渐式微。一些企业热衷于追求短期利益，满足于“差不多”“过得去”，产品质量难以得到保证；一些年轻人不愿意从事技术工作，认为当工人“没出息”“没前途”；一些地方重学历轻技能，职业教育长期处于边缘地位。这些现象的存在，使得我国虽然已经成为制造大国，却还算不上制造强国，许多高端产品和关键零部件依然依赖进口。 bbox=[22, 964, 335, 980]
underlined-sentence: 有人担心，这种快餐式的阅读虽然能够在短时间内获取大量信息，却难以让人沉下心来思考，长此以往，必将削弱人们的专注力和思辨力。 bbox=[58, 447, 278, 452]
question-stem: （3）文中画线句子在论证中起到了什么作用？请结合上下文简要分析。 bbox=[22, 402, 136, 406]
passage-paragraph: ①“工匠精神”一词近年来频频出现在公众视野之中，成为社会各界热议的话题。所谓工匠精神，是指工匠对自己的产品精雕细琢、精益求精、追求完美的精神理念。它不仅体现为一种技艺上的追求，更体现为一种敬业的职业态度和执着的人生境界。从古至今，我国涌现出无数技艺精湛的能工巧匠，他们用一双双巧手创造了令世人惊叹的器物，也为后人留下了代代相传的宝贵精神财富。 bbox=[22, 937, 335, 947]
passage-paragraph bbox=[22, 607, 335, 623]
reading-instruction: 阅读下面的文字，完成下面小题。 bbox=[22, 2132, 76, 2137]
question-stem: （2）下列对原文论证的相关分析，不正确的一项是（ ） bbox=[22, 1740, 118, 1744]
question-option: B．碎片化、浅表化的“浏览”逐渐取代系统化、深层次的“阅读”，这是互联网普及带来的阅读方式的变化。 bbox=[22, 523, 191, 528]
paragraph-text: ⑤放眼世界，凡是制造业发达的国家，无不高度重视工匠精神的培育与传承。德国的“双元制”职业教育培养了大批高素质技术工人，使“德国制造”成为高品质的代名词；日本许多百年老店几代人只专注于一件产品，把简单的事情做到极致。 bbox=[22, 309, 335, 319]
question-option: C．文章第⑤⑥段运用并列式结构，从选择好书和养成习惯两个方面论述了如何提升阅读的质量。 bbox=[22, 215, 175, 219]
passage-paragraph bbox=[22, 783, 335, 793]
question-option: C．一些企业满足于“差不多”“过得去”，导致我国虽是制造大国，却算不上制造强国，高端产品全部依赖进口。 bbox=[22, 1046, 198, 1051]
question-stem: （1）下列对文章相关内容的理解和分析，不正确的一项是（ ） bbox=[22, 2395, 129, 2400]
paragraph-text: ⑤放眼世界，凡是制造业发达的国家，无不高度重视工匠精神的培育与传承。德国的“双元制”职业教育培养了大批高素质技术工人，使“德国制造”成为高品质的代名词；日本许多百年老店几代人只专注于一件产品，把简单的事情做到极致。 bbox=[22, 1674, 335, 1685]
underlined-sentence: 有人担心，这种快餐式的阅读虽然能够在短时间内获取大量信息，却难以让人沉下心来思考，长此以往，必将削弱人们的专注力和思辨力。 bbox=[58, 1130, 278, 1134]
paragraph-text: ⑤提升阅读的质量，首先要选择好书。当今时代，出版物数量空前繁多，其中难免良莠不齐。读者应当擦亮眼睛，多读经过时间检验的经典之作，多读能够启迪思想、涵养心灵的优秀作品，而不是一味追逐畅销榜上的热门读物。 bbox=[22, 1498, 335, 1509]
question-option: D．文章结尾从政府、学校、家庭等方面提出建议，主要采用了对比论证的方法，使论证更加有力。 bbox=[22, 1244, 180, 1249]
question-option: C．一些企业满足于“差不多”“过得去”，导致我国虽是制造大国，却算不上制造强国，高端产品全部依赖进口。 bbox=[22, 2412, 198, 2416]
passage-paragraph bbox=[22, 2489, 335, 2500]
question-stem: （1）下列对文章相关内容的理解和分析，不正确的一项是（ ） bbox=[22, 1878, 129, 1883]
source-note: （选自 2016 年 4 月 20 日《人民日报》，有删改） bbox=[22, 166, 105, 171]
passage-paragraph: ①读书是一个人精神成长的重要途径，也是一个民族文化传承的重要方式。古人云：“腹有诗书气自华。”一个热爱阅读的人，往往具有开阔的视野、丰富的内心和高雅的气质；一个热爱阅读的民族，往往拥有深厚的文化底蕴和强大的创新活力。正因如此，倡导全民阅读、建设书香社会，已经成为当下社会各界的广泛共识。 bbox=[22, 772, 335, 782]
question-stem: （2）下列对原文论证的相关分析，不正确的一项是（ ） bbox=[22, 33, 118, 38]
question-option: C．数字阅读打破了时间和空间的限制，降低了阅读的门槛，所以数字阅读的价值要高于传统的纸质阅读。 bbox=[22, 870, 190, 875]
source-note: （选自 2016 年 11 月 20 日《人民日报》，有删改） bbox=[22, 683, 107, 688]
question-option: A．一个热爱阅读的民族往往拥有深厚的文化底蕴和强大的创新活力，因此倡导全民阅读已经成为社会共识。 bbox=[22, 2225, 194, 2229]
question-stem: （3）文中画线句子在论证中起到了什么作用？请结合上下文简要分析。 bbox=[22, 1767, 136, 1772]
underlined-sentence: 这些记载告诉我们，工匠精神从来不是舶来品，而是中华民族绵延数千年的文化基因。 bbox=[83, 613, 222, 617]
question-option: D．文章第⑥段列举了多个领域“大国工匠”的事例，论证了工匠精神正在重新回归这一观点。 bbox=[22, 1420, 168, 1425]
paragraph-text: ⑤提升阅读的质量，首先要选择好书。当今时代，出版物数量空前繁多，其中难免良莠不齐。读者应当擦亮眼睛，多读经过时间检验的经典之作，多读能够启迪思想、涵养心灵的优秀作品，而不是一味追逐畅销榜上的热门读物。 bbox=[22, 474, 335, 485]
question-option: D．文章第⑥段列举了多个领域“大国工匠”的事例，论证了工匠精神正在重新回归这一观点。 bbox=[22, 738, 168, 742]
question-stem: （1）下列对文章相关内容的理解和分析，不正确的一项是（ ） bbox=[22, 2054, 129, 2059]
passage-paragraph: ③也有人认为，数字阅读并非洪水猛兽。电子书、有声书、网络课程等新的阅读形态，打破了时间和空间的限制，让人们可以随时随地获取知识；海量的数字资源降低了阅读的门槛，让偏远地区的孩子也能读到优质的图书。从这个意义上说，技术的进步为全民阅读提供了前所未有的便利，关键在于我们如何善加利用。 bbox=[22, 453, 335, 463]
passage-paragraph: ③然而，在相当长的一段时间里，工匠精神在我们的社会生活中却渐渐式微。一些企业热衷于追求短期利益，满足于“差不多”“过得去”，产品质量难以得到保证；一些年轻人不愿意从事技术工作，认为当工人“没出息”“没前途”；一些地方重学历轻技能，职业教育长期处于边缘地位。这些现象的存在，使得我国虽然已经成为制造大国，却还算不上制造强国，许多高端产品和关键零部件依然依赖进口。 bbox=[22, 282, 335, 298]
answer-space bbox=[22, 2291, 335, 2297]
passage-paragraph bbox=[22, 442, 335, 452]
paragraph-text: 鲁班、李春、黄道婆、宋应星等名匠的事迹，至今仍为人们津津乐道，他们身上所体现的专注与坚守，是我们民族精神中不可或缺的组成部分。 bbox=[22, 1977, 335, 1988]
paragraph-text: ②在中国传统文化中，工匠精神有着深厚的历史渊源。《诗经》中“如切如磋，如琢如磨”的诗句，描述的正是古代工匠加工骨器、玉石时反复打磨的工作状态；庄子笔下庖丁解牛“游刃有余”，讲述的是技艺达到出神入化境界的故事。 bbox=[22, 948, 335, 958]
question-option: B．碎片化、浅表化的“浏览”逐渐取代系统化、深层次的“阅读”，这是互联网普及带来的阅读方式的变化。 bbox=[22, 182, 191, 187]
question-stem: （4）结合全文，谈谈在新时代我们应该如何培育和弘扬工匠精神。 bbox=[22, 414, 129, 418]
question-option: D．文章结尾从政府、学校、家庭等方面提出建议，主要采用了对比论证的方法，使论证更加有力。 bbox=[22, 562, 180, 566]
passage-paragraph bbox=[22, 1807, 335, 1818]
question-stem: （3）文中第⑤段画线句子有什么含义？请结合文章内容简要分析。 bbox=[22, 567, 128, 572]
answer-space bbox=[22, 1101, 335, 1108]
question-option: C．一些企业满足于“差不多”“过得去”，导致我国虽是制造大国，却算不上制造强国，高端产品全部依赖进口。 bbox=[22, 364, 198, 368]
underlined-sentence: 他们的经验表明，一个国家的制造水平，归根到底取决于千千万万劳动者的技能素质和职业精神。 bbox=[97, 1680, 252, 1685]
question-option: C．文章列举德国、日本的例子，意在说明只有学习国外经验才能培育出真正的工匠精神。 bbox=[22, 733, 165, 737]
passage-paragraph: ④事实上，阅读的价值并不取决于载体，而取决于阅读的质量。无论是捧读纸质书籍，还是手握电子屏幕，只要能够静下心来，与作者展开深入的对话，在字里行间体味思想的深度和情感的温度，就是有意义的阅读。反之，即便手捧经典，若只是走马观花、浅尝辄止，也难以真正有所收获。 bbox=[22, 464, 335, 473]
answer-space bbox=[22, 2467, 335, 2473]
question-option: D．文章第⑥段列举了多个领域“大国工匠”的事例，论证了工匠精神正在重新回归这一观点。 bbox=[22, 1079, 168, 1084]
underlined-sentence: 他们的经验表明，一个国家的制造水平，归根到底取决于千千万万劳动者的技能素质和职业精神。 bbox=[97, 315, 252, 319]
paragraph-text: 好书如良师益友，能够陪伴我们走过人生的每一个阶段。 bbox=[144, 1162, 234, 1167]
paragraph-text: ②在中国传统文化中，工匠精神有着深厚的历史渊源。《诗经》中“如切如磋，如琢如磨”的诗句，描述的正是古代工匠加工骨器、玉石时反复打磨的工作状态；庄子笔下庖丁解牛“游刃有余”，讲述的是技艺达到出神入化境界的故事。 bbox=[22, 1631, 335, 1641]
question-stem: （3）文中画线句子在论证中起到了什么作用？请结合上下文简要分析。 bbox=[22, 2109, 136, 2113]
paragraph-text: 好书如良师益友，能够陪伴我们走过人生的每一个阶段。 bbox=[144, 821, 234, 826]
paragraph-text: ②然而，随着互联网和智能手机的迅速普及，人们的阅读方式正在发生深刻的变化。越来越多的人习惯于在手机上浏览新闻、刷朋友圈、看短视频，碎片化、浅表化的“浏览”逐渐取代了系统化、深层次的“阅读”。 bbox=[22, 2148, 335, 2158]
answer-space bbox=[22, 914, 335, 920]
answer-space bbox=[22, 1597, 335, 1603]
paragraph-text: ⑤放眼世界，凡是制造业发达的国家，无不高度重视工匠精神的培育与传承。德国的“双元制”职业教育培养了大批高素质技术工人，使“德国制造”成为高品质的代名词；日本许多百年老店几代人只专注于一件产品，把简单的事情做到极致。 bbox=[22, 2357, 335, 2367]
question-option: A．文章先阐释工匠精神的内涵，再追溯其历史渊源，接着分析其式微的现象与原因，最后提出重拾的路径。 bbox=[22, 39, 194, 44]
passage-paragraph bbox=[22, 650, 335, 661]
paragraph-text: 好书如良师益友，能够陪伴我们走过人生的每一个阶段。 bbox=[144, 1845, 234, 1850]
passage-paragraph: ⑥其次，要养成良好的阅读习惯。阅读贵在坚持，一曝十寒难有成效。我们不妨每天留出一段固定的时间，远离喧嚣，专心读书；不妨在阅读时做一些笔记，记下触动自己的句子和思考；不妨与朋友分享读书心得，在交流中加深理解。久而久之，阅读就会从一种任务变成一种需要，从一种习惯变成一种生活方式。 bbox=[22, 1851, 335, 1861]
question-option: A．工匠精神是指工匠对自己的产品精雕细琢、精益求精、追求完美的精神理念，它既是技艺追求，也是职业态度。 bbox=[22, 12, 205, 16]
underlined-sentence: 读一本好书，就是和许多高尚的人谈话。 bbox=[79, 2528, 144, 2532]
answer-space bbox=[22, 1443, 335, 1449]
question-option: C．文章列举德国、日本的例子，意在说明只有学习国外经验才能培育出真正的工匠精神。 bbox=[22, 50, 165, 55]
underlined-sentence: 有人担心，这种快餐式的阅读虽然能够在短时间内获取大量信息，却难以让人沉下心来思考，长此以往，必将削弱人们的专注力和思辨力。 bbox=[58, 2154, 278, 2158]
question-option: A．工匠精神是指工匠对自己的产品精雕细琢、精益求精、追求完美的精神理念，它既是技艺追求，也是职业态度。 bbox=[22, 1718, 205, 1723]
question-option: A．文章开篇引用古人名言，从个人和民族两个层面论述了阅读的重要意义，为下文的论述奠定了基础。 bbox=[22, 2252, 186, 2257]
question-option: D．文章第⑥段列举了多个领域“大国工匠”的事例，论证了工匠精神正在重新回归这一观点。 bbox=[22, 55, 168, 60]
question-option: A．文章先阐释工匠精神的内涵，再追溯其历史渊源，接着分析其式微的现象与原因，最后提出重拾的路径。 bbox=[22, 722, 194, 726]
paragraph-text: ⑤提升阅读的质量，首先要选择好书。当今时代，出版物数量空前繁多，其中难免良莠不齐。读者应当擦亮眼睛，多读经过时间检验的经典之作，多读能够启迪思想、涵养心灵的优秀作品，而不是一味追逐畅销榜上的热门读物。 bbox=[22, 1840, 335, 1850]
question-option: A．一个热爱阅读的民族往往拥有深厚的文化底蕴和强大的创新活力，因此倡导全民阅读已经成为社会共识。 bbox=[22, 1542, 194, 1547]
question-option: B．文章引用老技师的话，生动地说明了手艺需要长期积累、容不得半点虚假的道理，增强了论证的感染力。 bbox=[22, 1069, 194, 1073]
question-stem: （4）结合全文，谈谈在新时代我们应该如何培育和弘扬工匠精神。 bbox=[22, 1096, 129, 1101]
answer-space bbox=[22, 572, 335, 579]
answer-space bbox=[22, 1255, 335, 1261]
question-option: D．文章结尾从政府、学校、家庭等方面提出建议，主要采用了对比论证的方法，使论证更加有力。 bbox=[22, 2268, 180, 2273]
passage-paragraph: ①读书是一个人精神成长的重要途径，也是一个民族文化传承的重要方式。古人云：“腹有诗书气自华。”一个热爱阅读的人，往往具有开阔的视野、丰富的内心和高雅的气质；一个热爱阅读的民族，往往拥有深厚的文化底蕴和强大的创新活力。正因如此，倡导全民阅读、建设书香社会，已经成为当下社会各界的广泛共识。 bbox=[22, 2479, 335, 2488]
source-note: （选自 2016 年 11 月 20 日《人民日报》，有删改） bbox=[22, 342, 107, 347]
question-option: A．工匠精神是指工匠对自己的产品精雕细琢、精益求精、追求完美的精神理念，它既是技艺追求，也是职业态度。 bbox=[22, 2059, 205, 2064]
passage-paragraph bbox=[22, 992, 335, 1003]
passage-paragraph bbox=[22, 2522, 335, 2533]
passage-paragraph: ③然而，在相当长的一段时间里，工匠精神在我们的社会生活中却渐渐式微。一些企业热衷于追求短期利益，满足于“差不多”“过得去”，产品质量难以得到保证；一些年轻人不愿意从事技术工作，认为当工人“没出息”“没前途”；一些地方重学历轻技能，职业教育长期处于边缘地位。这些现象的存在，使得我国虽然已经成为制造大国，却还算不上制造强国，许多高端产品和关键零部件依然依赖进口。 bbox=[22, 1989, 335, 2004]
passage-paragraph: ⑥令人欣喜的是，近年来工匠精神正在重新回归。从航天领域的焊接专家，到高铁车间的研磨能手，从深海探测的装配工人，到乡村作坊的非遗传承人，越来越多的“大国工匠”走进公众视野，他们数十年如一日地坚守岗位，以极致的专注诠释着平凡中的伟大。政府工作报告明确提出要“培育精益求精的工匠精神”，更是释放出重视技能、崇尚实干的鲜明信号。 bbox=[22, 1003, 335, 1013]
passage-paragraph bbox=[22, 1124, 335, 1135]
question-stem: （2）下列对原文论证的相关分析，不正确的一项是（ ） bbox=[22, 199, 118, 204]
source-note: （选自 2016 年 4 月 20 日《人民日报》，有删改） bbox=[22, 2214, 105, 2218]
answer-space bbox=[22, 2455, 335, 2461]
question-option: B．文章引用老技师的话，生动地说明了手艺需要长期积累、容不得半点虚假的道理，增强了论证的感染力。 bbox=[22, 727, 194, 732]
reading-instruction: 阅读下面的文字，完成下面小题。 bbox=[22, 590, 76, 595]
passage-paragraph: ①“工匠精神”一词近年来频频出现在公众视野之中，成为社会各界热议的话题。所谓工匠精神，是指工匠对自己的产品精雕细琢、精益求精、追求完美的精神理念。它不仅体现为一种技艺上的追求，更体现为一种敬业的职业态度和执着的人生境界。从古至今，我国涌现出无数技艺精湛的能工巧匠，他们用一双双巧手创造了令世人惊叹的器物，也为后人留下了代代相传的宝贵精神财富。 bbox=[22, 2302, 335, 2313]
question-stem: （4）结合全文，谈谈在新时代我们应该如何培育和弘扬工匠精神。 bbox=[22, 2462, 129, 2466]
paragraph-text: 好书如良师益友，能够陪伴我们走过人生的每一个阶段。 bbox=[144, 139, 234, 143]
question-option: D．文章结尾从政府、学校、家庭等方面提出建议，主要采用了对比论证的方法，使论证更加有力。 bbox=[22, 1586, 180, 1590]
question-stem: （2）下列对原文论证的相关分析，不正确的一项是（ ） bbox=[22, 716, 118, 721]
passage-paragraph: ⑥其次，要养成良好的阅读习惯。阅读贵在坚持，一曝十寒难有成效。我们不妨每天留出一段固定的时间，远离喧嚣，专心读书；不妨在阅读时做一些笔记，记下触动自己的句子和思考；不妨与朋友分享读书心得，在交流中加深理解。久而久之，阅读就会从一种任务变成一种需要，从一种习惯变成一种生活方式。 bbox=[22, 1510, 335, 1519]
reading-instruction: 阅读下面的文字，完成下面小题。 bbox=[22, 2473, 76, 2478]
question-option: A．一个热爱阅读的民族往往拥有深厚的文化底蕴和强大的创新活力，因此倡导全民阅读已经成为社会共识。 bbox=[22, 859, 194, 864]
answer-space bbox=[22, 1431, 335, 1437]
reading-instruction: 阅读下面的文字，完成下面小题。 bbox=[22, 426, 76, 430]
answer-space bbox=[22, 78, 335, 84]
passage-paragraph: ③也有人认为，数字阅读并非洪水猛兽。电子书、有声书、网络课程等新的阅读形态，打破了时间和空间的限制，让人们可以随时随地获取知识；海量的数字资源降低了阅读的门槛，让偏远地区的孩子也能读到优质的图书。从这个意义上说，技术的进步为全民阅读提供了前所未有的便利，关键在于我们如何善加利用。 bbox=[22, 2159, 335, 2169]
passage-paragraph bbox=[22, 1157, 335, 1167]
passage-paragraph: ④事实上，阅读的价值并不取决于载体，而取决于阅读的质量。无论是捧读纸质书籍，还是手握电子屏幕，只要能够静下心来，与作者展开深入的对话，在字里行间体味思想的深度和情感的温度，就是有意义的阅读。反之，即便手捧经典，若只是走马观花、浅尝辄止，也难以真正有所收获。 bbox=[22, 2170, 335, 2180]
passage-paragraph bbox=[22, 1631, 335, 1647]
question-stem: （4）面对数字化时代的阅读变革，你认为中学生应当怎样读书？请结合全文谈谈你的看法。 bbox=[22, 1944, 168, 1948]
question-stem: （3）文中第⑤段画线句子有什么含义？请结合文章内容简要分析。 bbox=[22, 1933, 128, 1937]
passage-paragraph bbox=[22, 133, 335, 144]
passage-paragraph: ④事实上，阅读的价值并不取决于载体，而取决于阅读的质量。无论是捧读纸质书籍，还是手握电子屏幕，只要能够静下心来，与作者展开深入的对话，在字里行间体味思想的深度和情感的温度，就是有意义的阅读。反之，即便手捧经典，若只是走马观花、浅尝辄止，也难以真正有所收获。 bbox=[22, 1146, 335, 1156]
question-option: C．数字阅读打破了时间和空间的限制，降低了阅读的门槛，所以数字阅读的价值要高于传统的纸质阅读。 bbox=[22, 2235, 190, 2240]
source-note: （选自 2016 年 11 月 20 日《人民日报》，有删改） bbox=[22, 2390, 107, 2395]
answer-space bbox=[22, 925, 335, 931]
passage-paragraph: ⑥其次，要养成良好的阅读习惯。阅读贵在坚持，一曝十寒难有成效。我们不妨每天留出一段固定的时间，远离喧嚣，专心读书；不妨在阅读时做一些笔记，记下触动自己的句子和思考；不妨与朋友分享读书心得，在交流中加深理解。久而久之，阅读就会从一种任务变成一种需要，从一种习惯变成一种生活方式。 bbox=[22, 2533, 335, 2543]
paragraph-text: ②然而，随着互联网和智能手机的迅速普及，人们的阅读方式正在发生深刻的变化。越来越多的人习惯于在手机上浏览新闻、刷朋友圈、看短视频，碎片化、浅表化的“浏览”逐渐取代了系统化、深层次的“阅读”。 bbox=[22, 442, 335, 452]
paragraph-text: ②然而，随着互联网和智能手机的迅速普及，人们的阅读方式正在发生深刻的变化。越来越多的人习惯于在手机上浏览新闻、刷朋友圈、看短视频，碎片化、浅表化的“浏览”逐渐取代了系统化、深层次的“阅读”。 bbox=[22, 1807, 335, 1817]
passage-paragraph bbox=[22, 1674, 335, 1685]
question-option: C．文章列举德国、日本的例子，意在说明只有学习国外经验才能培育出真正的工匠精神。 bbox=[22, 1074, 165, 1078]
source-note: （选自 2016 年 11 月 20 日《人民日报》，有删改） bbox=[22, 2048, 107, 2053]
underlined-sentence: 他们的经验表明，一个国家的制造水平，归根到底取决于千千万万劳动者的技能素质和职业精神。 bbox=[97, 2021, 252, 2026]
passage-paragraph: ⑦重拾工匠精神，需要全社会共同努力。对企业而言，要摒弃浮躁心态，把质量视为生命，耐得住寂寞，守得住初心；对个人而言，要热爱本职工作，专注于每一道工序、每一个细节，在平凡的岗位上追求卓越；对社会而言，要营造尊重劳动、尊重技能、尊重人才的良好氛围，完善技能人才的培养、评价和激励机制，让工匠精神在新时代焕发出更加夺目的光彩。 bbox=[22, 1697, 335, 1706]
question-option: A．工匠精神是指工匠对自己的产品精雕细琢、精益求精、追求完美的精神理念，它既是技艺追求，也是职业态度。 bbox=[22, 694, 205, 699]
answer-space bbox=[22, 231, 335, 238]
paragraph-text: ②在中国传统文化中，工匠精神有着深厚的历史渊源。《诗经》中“如切如磋，如琢如磨”的诗句，描述的正是古代工匠加工骨器、玉石时反复打磨的工作状态；庄子笔下庖丁解牛“游刃有余”，讲述的是技艺达到出神入化境界的故事。 bbox=[22, 607, 335, 617]
passage-paragraph: ④事实上，阅读的价值并不取决于载体，而取决于阅读的质量。无论是捧读纸质书籍，还是手握电子屏幕，只要能够静下心来，与作者展开深入的对话，在字里行间体味思想的深度和情感的温度，就是有意义的阅读。反之，即便手捧经典，若只是走马观花、浅尝辄止，也难以真正有所收获。 bbox=[22, 1829, 335, 1839]
